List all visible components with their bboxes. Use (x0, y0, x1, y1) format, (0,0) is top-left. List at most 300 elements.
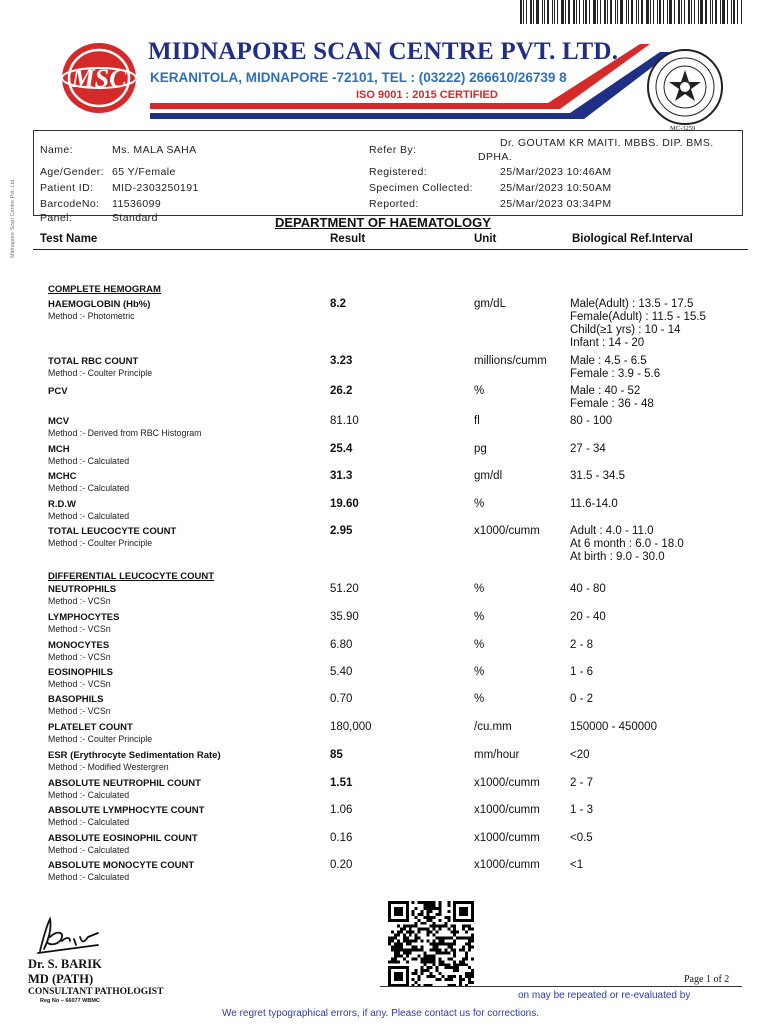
qr-module (462, 945, 465, 948)
qr-module (430, 972, 433, 975)
test-ref-interval: 0 - 2 (570, 693, 594, 705)
qr-module (406, 940, 409, 943)
qr-module (459, 960, 462, 963)
col-test-name: Test Name (40, 233, 98, 245)
test-ref-interval: 11.6-14.0 (570, 498, 618, 510)
test-name: PLATELET COUNT (48, 722, 133, 733)
qr-module (444, 963, 447, 966)
qr-module (447, 978, 450, 981)
qr-module (427, 975, 430, 978)
qr-module (453, 928, 456, 931)
qr-module (465, 957, 468, 960)
qr-module (427, 919, 430, 922)
qr-module (418, 975, 421, 978)
qr-module (435, 945, 438, 948)
qr-module (394, 934, 397, 937)
qr-module (438, 904, 441, 907)
qr-module (394, 945, 397, 948)
qr-module (427, 901, 430, 904)
qr-module (459, 948, 462, 951)
qr-module (394, 960, 397, 963)
qr-module (435, 948, 438, 951)
qr-module (441, 943, 444, 946)
qr-module (450, 957, 453, 960)
qr-module (415, 916, 418, 919)
qr-module (421, 972, 424, 975)
qr-module (438, 919, 441, 922)
qr-module (450, 975, 453, 978)
qr-module (432, 934, 435, 937)
qr-module (459, 981, 462, 984)
qr-module (388, 960, 391, 963)
qr-module (447, 919, 450, 922)
test-result: 19.60 (330, 498, 359, 510)
header-divider (33, 249, 748, 250)
qr-module (444, 966, 447, 969)
qr-module (430, 904, 433, 907)
qr-module (430, 975, 433, 978)
qr-module (397, 934, 400, 937)
panel-value: Standard (112, 212, 158, 224)
test-result: 2.95 (330, 525, 353, 537)
test-unit: fl (474, 415, 480, 427)
qr-module (441, 963, 444, 966)
qr-module (468, 928, 471, 931)
test-ref-interval: 40 - 80 (570, 583, 606, 595)
test-unit: x1000/cumm (474, 777, 540, 789)
qr-module (421, 957, 424, 960)
qr-module (388, 943, 391, 946)
barcode-no-label: BarcodeNo: (40, 198, 100, 210)
qr-module (438, 901, 441, 904)
qr-module (409, 931, 412, 934)
qr-module (421, 913, 424, 916)
qr-module (430, 966, 433, 969)
qr-module (394, 907, 403, 916)
qr-module (427, 969, 430, 972)
test-name: TOTAL RBC COUNT (48, 356, 139, 367)
seal-label: MC-3259 (670, 125, 696, 132)
doctor-registration: Reg No – 66077 WBMC (40, 998, 100, 1004)
qr-module (444, 916, 447, 919)
qr-module (427, 904, 430, 907)
qr-module (418, 954, 421, 957)
qr-module (415, 948, 418, 951)
qr-module (394, 937, 397, 940)
barcode-no-value: 11536099 (112, 198, 162, 210)
qr-module (415, 922, 418, 925)
qr-module (435, 978, 438, 981)
qr-module (400, 928, 403, 931)
test-ref-interval: 150000 - 450000 (570, 721, 657, 733)
qr-module (427, 960, 430, 963)
qr-module (403, 925, 406, 928)
test-name: MCHC (48, 471, 77, 482)
qr-module (406, 954, 409, 957)
qr-module (394, 951, 397, 954)
qr-module (432, 928, 435, 931)
test-ref-interval: <1 (570, 859, 584, 871)
qr-module (447, 928, 450, 931)
test-unit: /cu.mm (474, 721, 512, 733)
qr-module (421, 901, 424, 904)
qr-module (468, 975, 471, 978)
qr-module (391, 931, 394, 934)
test-name: BASOPHILS (48, 694, 104, 705)
qr-module (424, 916, 427, 919)
qr-module (432, 901, 435, 904)
qr-module (427, 957, 430, 960)
qr-module (435, 951, 438, 954)
test-unit: % (474, 639, 485, 651)
qr-module (438, 943, 441, 946)
qr-module (400, 945, 403, 948)
patient-id-label: Patient ID: (40, 182, 94, 194)
qr-module (432, 925, 435, 928)
qr-module (447, 975, 450, 978)
qr-module (391, 957, 394, 960)
qr-module (406, 951, 409, 954)
qr-module (430, 943, 433, 946)
qr-module (427, 931, 430, 934)
qr-module (391, 940, 394, 943)
qr-module (444, 978, 447, 981)
qr-module (427, 907, 430, 910)
qr-module (462, 928, 465, 931)
qr-module (406, 960, 409, 963)
qr-module (453, 925, 456, 928)
qr-module (424, 954, 427, 957)
qr-module (409, 943, 412, 946)
test-name: ESR (Erythrocyte Sedimentation Rate) (48, 750, 221, 761)
qr-module (441, 925, 444, 928)
col-unit: Unit (474, 233, 497, 245)
qr-module (435, 931, 438, 934)
test-name: LYMPHOCYTES (48, 612, 120, 623)
test-ref-interval: 2 - 7 (570, 777, 594, 789)
test-ref-interval: <0.5 (570, 832, 593, 844)
qr-module (397, 948, 400, 951)
side-watermark-text: Midnapore Scan Centre Pvt. Ltd. (10, 178, 16, 258)
qr-module (432, 904, 435, 907)
qr-module (453, 960, 456, 963)
test-method: Method :- Calculated (48, 817, 130, 827)
qr-module (450, 945, 453, 948)
qr-module (430, 916, 433, 919)
qr-module (424, 922, 427, 925)
qr-module (406, 937, 409, 940)
qr-module (453, 948, 456, 951)
qr-module (438, 913, 441, 916)
qr-module (465, 931, 468, 934)
qr-module (450, 948, 453, 951)
qr-module (415, 957, 418, 960)
qr-module (424, 928, 427, 931)
test-method: Method :- Calculated (48, 872, 130, 882)
qr-module (415, 940, 418, 943)
qr-module (415, 945, 418, 948)
qr-module (432, 963, 435, 966)
qr-module (456, 966, 459, 969)
test-name: MONOCYTES (48, 640, 110, 651)
qr-module (471, 969, 474, 972)
qr-module (421, 928, 424, 931)
test-ref-interval: 27 - 34 (570, 443, 606, 455)
qr-module (418, 928, 421, 931)
test-result: 81.10 (330, 415, 359, 427)
test-unit: pg (474, 443, 487, 455)
qr-module (394, 972, 403, 981)
qr-module (447, 910, 450, 913)
page-number: Page 1 of 2 (684, 974, 730, 985)
test-name: PCV (48, 386, 68, 397)
qr-module (450, 978, 453, 981)
qr-module (450, 943, 453, 946)
section-heading: COMPLETE HEMOGRAM (48, 284, 161, 295)
test-result: 0.20 (330, 859, 353, 871)
test-unit: millions/cumm (474, 355, 547, 367)
qr-module (441, 960, 444, 963)
qr-module (435, 937, 438, 940)
age-gender-label: Age/Gender: (40, 166, 104, 178)
test-method: Method :- Coulter Principle (48, 538, 153, 548)
qr-module (441, 951, 444, 954)
test-result: 0.16 (330, 832, 353, 844)
qr-module (459, 978, 462, 981)
qr-module (400, 954, 403, 957)
qr-module (427, 940, 430, 943)
qr-module (444, 948, 447, 951)
qr-module (403, 948, 406, 951)
qr-module (432, 945, 435, 948)
qr-module (468, 981, 471, 984)
qr-module (415, 937, 418, 940)
qr-module (447, 937, 450, 940)
qr-module (447, 945, 450, 948)
test-name: ABSOLUTE NEUTROPHIL COUNT (48, 778, 201, 789)
test-ref-interval: Male : 40 - 52 Female : 36 - 48 (570, 385, 654, 410)
test-result: 8.2 (330, 298, 346, 310)
test-ref-interval: 20 - 40 (570, 611, 606, 623)
qr-module (403, 937, 406, 940)
qr-module (447, 957, 450, 960)
qr-module (456, 937, 459, 940)
test-ref-interval: Male : 4.5 - 6.5 Female : 3.9 - 5.6 (570, 355, 661, 380)
qr-module (453, 966, 456, 969)
test-method: Method :- VCSn (48, 679, 111, 689)
qr-module (462, 948, 465, 951)
qr-module (430, 919, 433, 922)
qr-module (432, 954, 435, 957)
age-gender-value: 65 Y/Female (112, 166, 176, 178)
qr-module (415, 969, 418, 972)
company-name: MIDNAPORE SCAN CENTRE PVT. LTD. (148, 38, 619, 65)
qr-module (421, 922, 424, 925)
qr-module (459, 907, 468, 916)
qr-module (391, 948, 394, 951)
qr-module (400, 948, 403, 951)
footer-note-errors: We regret typographical errors, if any. Please contact us for corrections. (222, 1008, 539, 1019)
test-name: R.D.W (48, 499, 76, 510)
test-method: Method :- Modified Westergren (48, 762, 169, 772)
test-ref-interval: 1 - 3 (570, 804, 594, 816)
qr-module (450, 931, 453, 934)
qr-module (468, 925, 471, 928)
qr-module (444, 925, 447, 928)
qr-module (432, 916, 435, 919)
qr-module (459, 963, 462, 966)
qr-module (435, 969, 438, 972)
qr-module (388, 937, 391, 940)
qr-module (447, 951, 450, 954)
qr-module (424, 957, 427, 960)
qr-module (465, 975, 468, 978)
qr-module (430, 907, 433, 910)
qr-module (453, 943, 456, 946)
refer-by-value-line1: Dr. GOUTAM KR MAITI. MBBS. DIP. BMS. (500, 137, 714, 149)
test-result: 85 (330, 749, 343, 761)
test-unit: x1000/cumm (474, 525, 540, 537)
test-ref-interval: 80 - 100 (570, 415, 613, 427)
qr-module (397, 954, 400, 957)
qr-module (456, 963, 459, 966)
qr-module (430, 954, 433, 957)
test-method: Method :- Coulter Principle (48, 368, 153, 378)
qr-module (438, 940, 441, 943)
qr-module (406, 943, 409, 946)
qr-module (391, 945, 394, 948)
qr-module (397, 940, 400, 943)
qr-module (409, 928, 412, 931)
qr-module (462, 937, 465, 940)
qr-module (447, 966, 450, 969)
qr-module (427, 966, 430, 969)
qr-module (462, 978, 465, 981)
qr-module (435, 913, 438, 916)
qr-module (430, 957, 433, 960)
test-result: 51.20 (330, 583, 359, 595)
qr-module (450, 966, 453, 969)
qr-module (468, 948, 471, 951)
qr-module (444, 943, 447, 946)
registered-value: 25/Mar/2023 10:46AM (500, 166, 612, 178)
section-heading: DIFFERENTIAL LEUCOCYTE COUNT (48, 571, 215, 582)
test-result: 31.3 (330, 470, 353, 482)
qr-module (394, 957, 397, 960)
qr-module (468, 972, 471, 975)
qr-module (397, 931, 400, 934)
qr-module (435, 966, 438, 969)
qr-module (430, 910, 433, 913)
test-result: 1.51 (330, 777, 353, 789)
patient-id-value: MID-2303250191 (112, 182, 199, 194)
qr-module (444, 937, 447, 940)
qr-module (403, 951, 406, 954)
qr-module (415, 972, 418, 975)
qr-module (427, 954, 430, 957)
qr-module (403, 940, 406, 943)
qr-module (418, 913, 421, 916)
qr-module (421, 910, 424, 913)
test-method: Method :- VCSn (48, 652, 111, 662)
test-unit: x1000/cumm (474, 832, 540, 844)
qr-module (409, 934, 412, 937)
qr-module (465, 925, 468, 928)
test-name: EOSINOPHILS (48, 667, 113, 678)
qr-module (421, 940, 424, 943)
qr-module (406, 931, 409, 934)
test-result: 3.23 (330, 355, 353, 367)
test-name: ABSOLUTE MONOCYTE COUNT (48, 860, 195, 871)
qr-module (412, 940, 415, 943)
qr-module (427, 916, 430, 919)
qr-module (421, 960, 424, 963)
test-unit: % (474, 385, 485, 397)
qr-module (468, 966, 471, 969)
qr-module (438, 907, 441, 910)
qr-module (412, 901, 415, 904)
test-result: 5.40 (330, 666, 353, 678)
qr-module (412, 972, 415, 975)
qr-module (447, 904, 450, 907)
qr-module (471, 940, 474, 943)
qr-module (471, 928, 474, 931)
qr-module (394, 943, 397, 946)
qr-module (432, 960, 435, 963)
test-result: 26.2 (330, 385, 353, 397)
test-name: ABSOLUTE LYMPHOCYTE COUNT (48, 805, 205, 816)
registered-label: Registered: (369, 166, 428, 178)
qr-module (432, 943, 435, 946)
qr-module (468, 937, 471, 940)
doctor-title: CONSULTANT PATHOLOGIST (28, 987, 164, 997)
qr-module (441, 937, 444, 940)
qr-module (388, 940, 391, 943)
qr-module (453, 931, 456, 934)
qr-module (424, 951, 427, 954)
qr-module (415, 925, 418, 928)
qr-module (432, 957, 435, 960)
qr-module (468, 940, 471, 943)
test-unit: mm/hour (474, 749, 520, 761)
test-name: ABSOLUTE EOSINOPHIL COUNT (48, 833, 198, 844)
qr-module (418, 937, 421, 940)
doctor-name: Dr. S. BARIK (28, 957, 102, 971)
qr-module (438, 951, 441, 954)
qr-module (397, 951, 400, 954)
qr-module (435, 943, 438, 946)
qr-module (409, 940, 412, 943)
qr-module (447, 963, 450, 966)
qr-module (415, 934, 418, 937)
qr-module (453, 975, 456, 978)
qr-module (403, 928, 406, 931)
qr-module (438, 937, 441, 940)
test-unit: % (474, 583, 485, 595)
qr-module (424, 904, 427, 907)
test-result: 1.06 (330, 804, 353, 816)
qr-module (412, 910, 415, 913)
qr-module (462, 925, 465, 928)
test-method: Method :- VCSn (48, 706, 111, 716)
test-name: NEUTROPHILS (48, 584, 117, 595)
test-unit: gm/dL (474, 298, 506, 310)
qr-module (462, 960, 465, 963)
qr-module (412, 945, 415, 948)
qr-module (400, 931, 403, 934)
qr-module (444, 951, 447, 954)
qr-module (409, 925, 412, 928)
